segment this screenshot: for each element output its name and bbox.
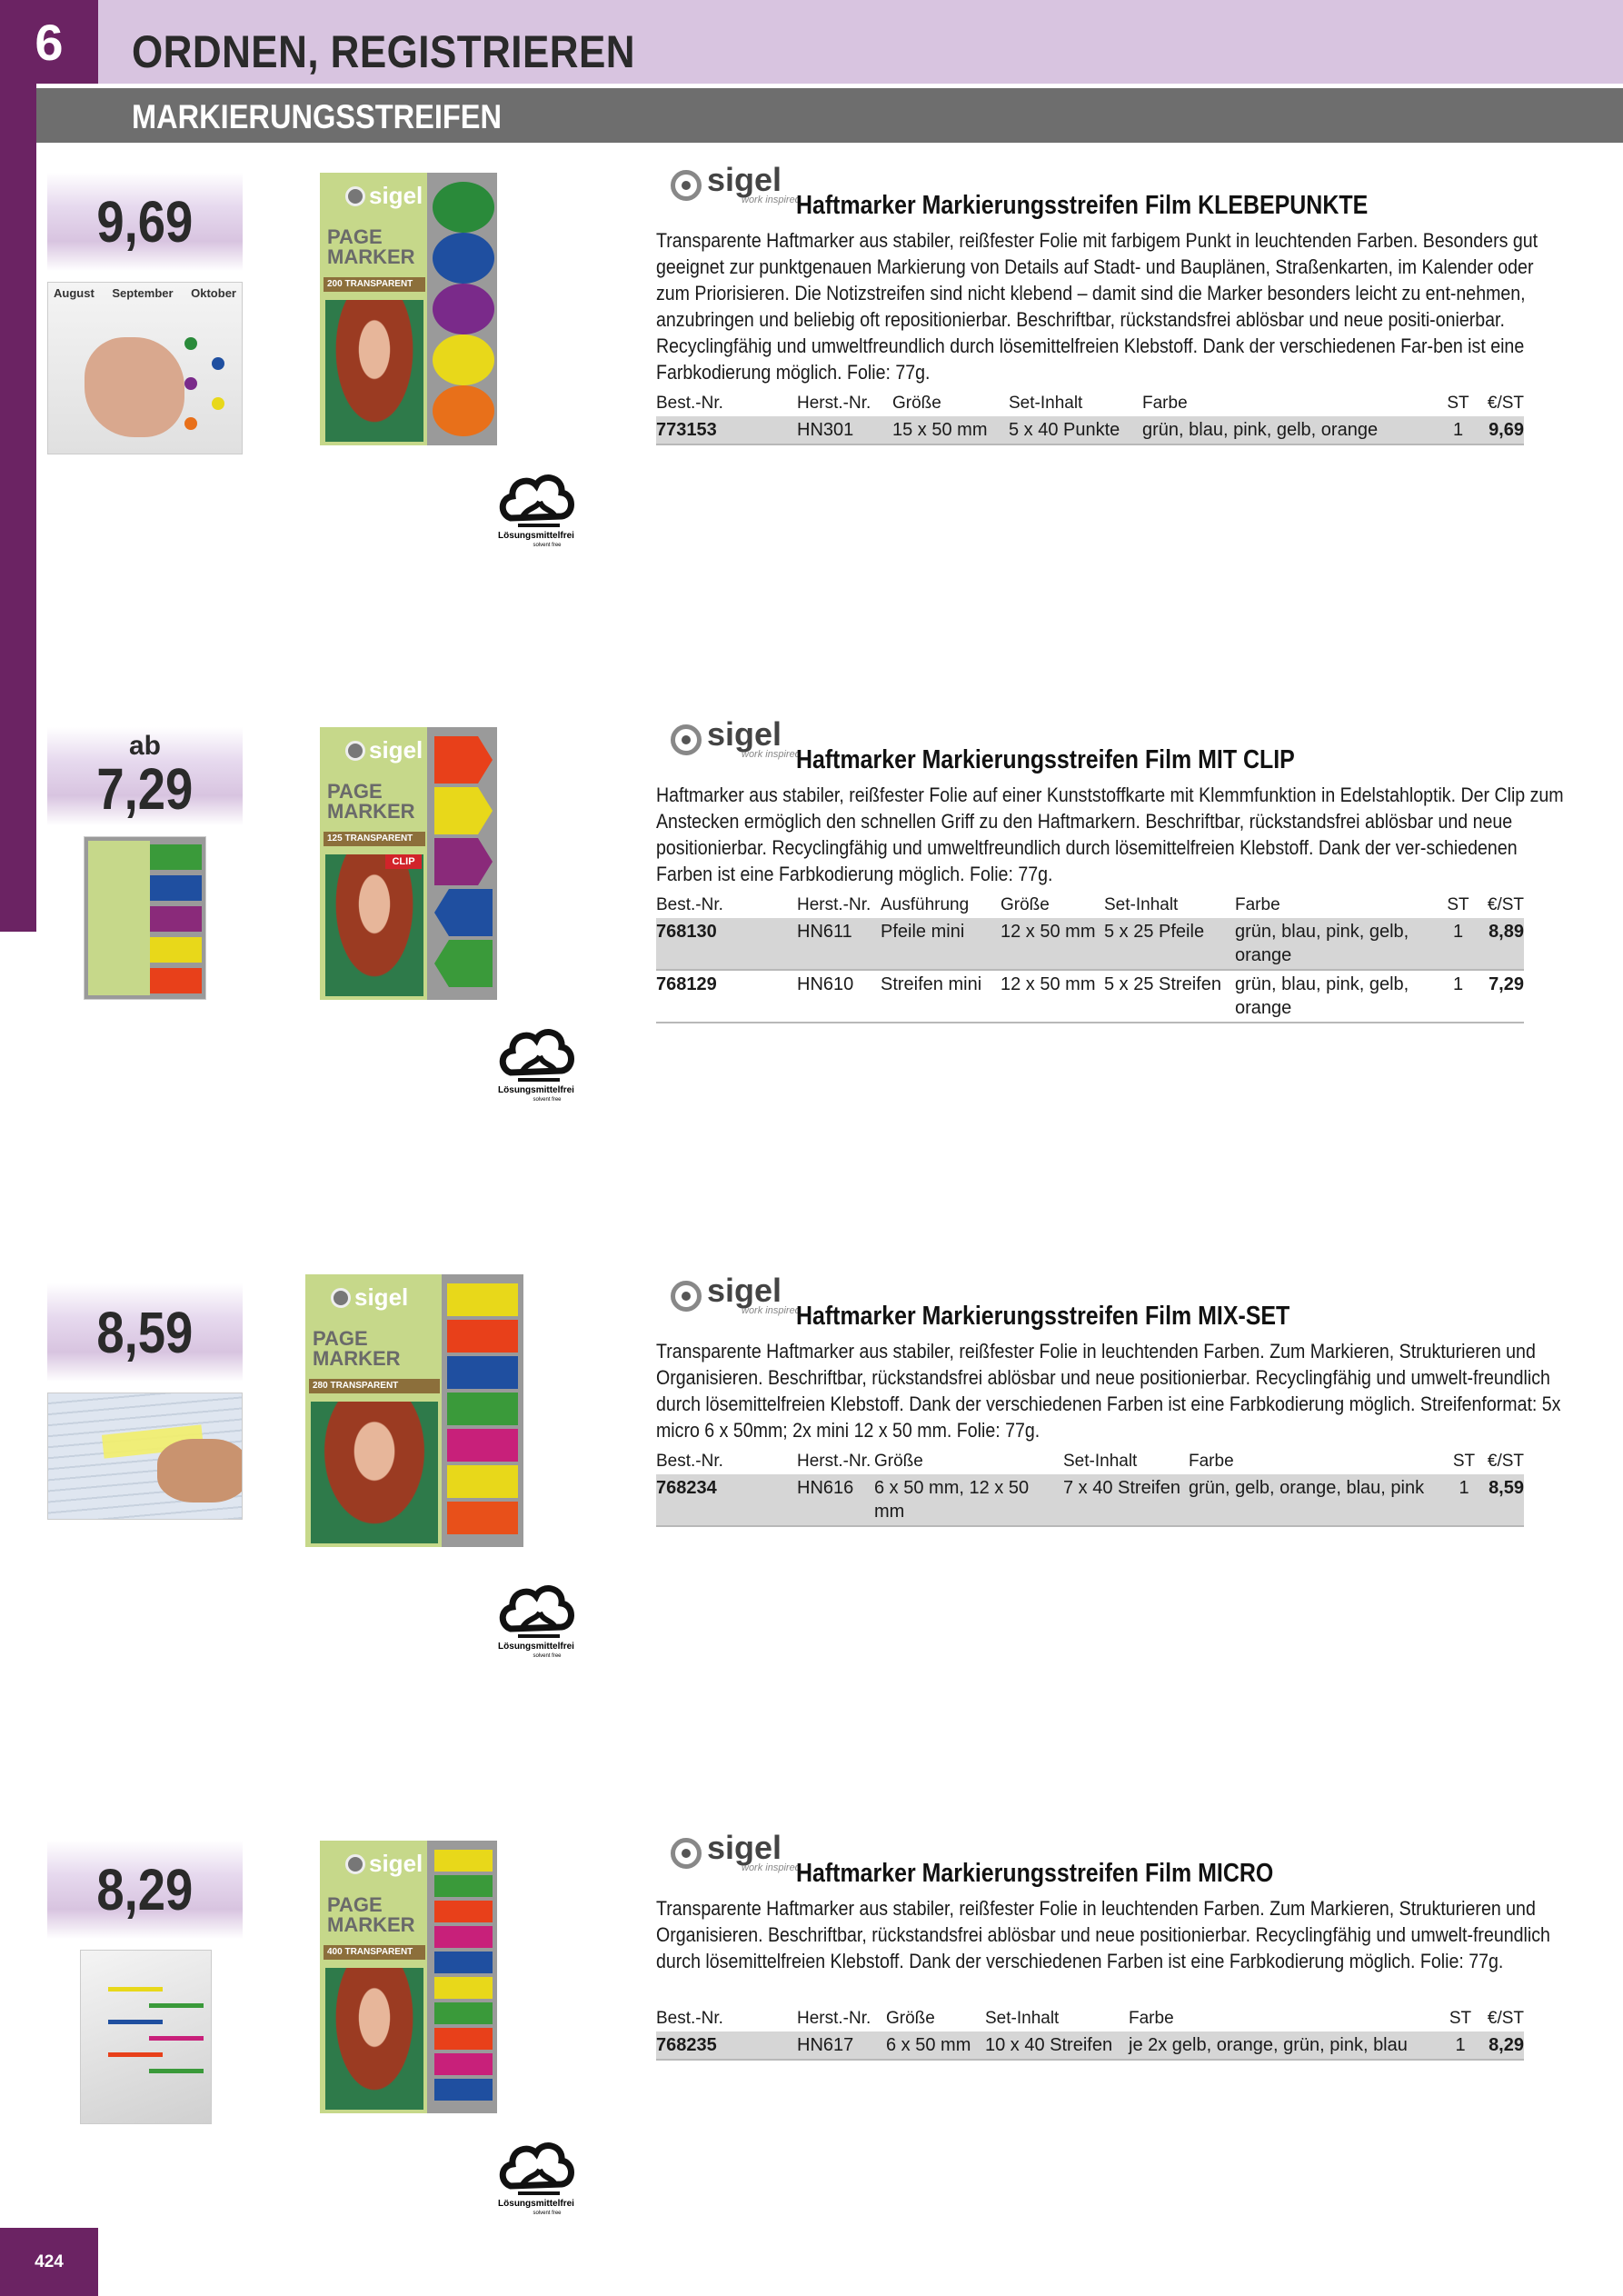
svg-text:Lösungsmittelfrei: Lösungsmittelfrei [498,2199,574,2209]
svg-text:Lösungsmittelfrei: Lösungsmittelfrei [498,531,574,541]
svg-text:solvent free: solvent free [533,1097,562,1103]
svg-text:solvent free: solvent free [533,1653,562,1659]
marker-tab [434,1850,493,1872]
table-cell: 12 x 50 mm [1001,970,1104,1023]
micro-strip [149,2003,204,2008]
product-description [656,782,1564,887]
table-header: ST [1452,1452,1476,1471]
table-header: Größe [892,394,941,413]
micro-strip [108,2020,163,2024]
price-tag [47,1841,243,1939]
product-description-text: Haftmarker aus stabiler, reißfester Folie auf einer Kunststoffkarte mit Klemmfunktion in Edelstahloptik. Der Clip zum Anstecken ermöglich den schnellen Griff zu den Haftmarkern. Beschriftbar, rückstandsfrei ablösbar und neue positionierbar. Recyclingfähig und umweltfreundlich durch lösemittelfreien Klebstoff. Dank der ver-schiedenen Farben ist eine Farbkodierung möglich. Folie: 77g. [656,784,1564,885]
marker-tab [434,1952,493,1973]
brand-logo [671,1272,801,1316]
table-cell: grün, blau, pink, gelb, orange [1235,970,1433,1023]
package-count: 400 TRANSPARENT [324,1945,425,1960]
marker-tab [434,1977,493,1999]
table-cell: HN301 [797,416,892,444]
brand-tagline: work inspired [742,1305,801,1316]
brand-wordmark [707,1272,801,1316]
svg-text:Lösungsmittelfrei: Lösungsmittelfrei [498,1085,574,1095]
solvent-free-logo [491,1016,582,1107]
pen-image [157,1439,243,1502]
svg-text:Lösungsmittelfrei: Lösungsmittelfrei [498,1642,574,1652]
package-brand-name: sigel [369,182,423,209]
marker-tab [447,1320,518,1353]
table-row [656,970,1524,1023]
table-cell: 773153 [656,416,797,444]
package-count: 125 TRANSPARENT [324,832,425,846]
calendar-month: September [112,286,174,300]
table-cell: je 2x gelb, orange, grün, pink, blau [1129,2031,1438,2060]
mini-tab [149,844,202,870]
solvent-free-icon [491,1016,582,1107]
table-cell: 1 [1433,918,1483,970]
sticker-dot [212,357,224,370]
table-cell: Pfeile mini [881,918,1001,970]
table-header: €/ST [1487,2009,1524,2028]
table-cell: grün, blau, pink, gelb, orange [1142,416,1433,444]
hand-image [85,337,184,437]
product-description [656,1338,1561,1443]
price-value: 8,59 [96,1300,194,1365]
marker-tab [433,284,494,334]
brand-wordmark [707,1829,801,1873]
brand-ring-icon [331,1288,351,1308]
usage-photo [84,836,206,1000]
brand-logo [671,715,801,760]
sticker-dot [184,417,197,430]
product-package [305,1274,523,1547]
brand-ring-icon [671,1281,702,1312]
table-cell: 7 x 40 Streifen [1063,1474,1189,1526]
price-value: 7,29 [96,756,194,822]
section-title: MARKIERUNGSSTREIFEN [132,98,503,135]
clip-badge: CLIP [385,854,422,869]
package-brand-logo [345,1850,423,1878]
product-spec-table [656,391,1524,445]
mini-tab [149,906,202,932]
table-header: Farbe [1235,895,1280,914]
table-cell: 1 [1438,2031,1483,2060]
marker-tab [434,838,493,885]
page-title: ORDNEN, REGISTRIEREN [132,26,635,77]
table-header: Best.-Nr. [656,394,723,413]
marker-tab [433,233,494,284]
svg-text:solvent free: solvent free [533,543,562,548]
product-package [320,173,497,445]
chapter-side-bar [0,84,36,932]
brand-ring-icon [671,1838,702,1869]
table-header: Set-Inhalt [1009,394,1083,413]
table-header: Best.-Nr. [656,2009,723,2028]
package-label: PAGE MARKER [313,1327,401,1370]
marker-tab [434,1901,493,1922]
sticker-dot [184,377,197,390]
usage-photo [47,282,243,454]
table-header: Herst.-Nr. [797,394,871,413]
table-header: ST [1449,2009,1472,2028]
price-value: 8,29 [96,1857,194,1922]
marker-tab [434,2028,493,2050]
marker-tab [433,334,494,385]
table-cell: 8,89 [1483,918,1524,970]
package-brand-logo [331,1283,408,1312]
solvent-free-icon [491,2130,582,2221]
table-header: Best.-Nr. [656,895,723,914]
package-label: PAGE MARKER [327,780,415,823]
marker-tab [434,2079,493,2101]
package-brand-name: sigel [369,736,423,764]
marker-tab [447,1465,518,1498]
brand-logo [671,161,801,205]
table-header: Set-Inhalt [1063,1452,1138,1471]
table-cell: 6 x 50 mm [886,2031,985,2060]
brand-name: sigel [707,1829,782,1866]
brand-wordmark [707,161,801,205]
mini-tab [149,968,202,993]
package-brand-name: sigel [369,1850,423,1877]
mini-tab [149,875,202,901]
table-cell: 10 x 40 Streifen [985,2031,1129,2060]
calendar-header [48,283,242,304]
brand-name: sigel [707,1272,782,1309]
calendar-month: August [54,286,95,300]
micro-strip [108,2052,163,2057]
svg-text:solvent free: solvent free [533,2211,562,2216]
package-photo [325,300,423,442]
brand-name: sigel [707,161,782,198]
usage-photo [80,1950,212,2124]
brand-ring-icon [345,741,365,761]
table-cell: 7,29 [1483,970,1524,1023]
table-cell: HN610 [797,970,881,1023]
table-header: Farbe [1129,2009,1174,2028]
table-cell: HN617 [797,2031,886,2060]
table-cell: 1 [1433,416,1483,444]
marker-tab [434,1926,493,1948]
price-tag [47,1283,243,1382]
page-number: 424 [0,2228,98,2296]
table-cell: 15 x 50 mm [892,416,1009,444]
package-label: PAGE MARKER [327,225,415,268]
table-header: Farbe [1142,394,1188,413]
table-header: ST [1447,895,1469,914]
product-description-text: Transparente Haftmarker aus stabiler, reißfester Folie in leuchtenden Farben. Zum Markieren, Strukturieren und Organisieren. Beschriftbar, rückstandsfrei ablösbar und neue positionierbar. Recyclingfähig und umwelt-freundlich durch lösemittelfreien Klebstoff. Dank der verschiedenen Farben ist eine Farbkodierung möglich. Folie: 77g. [656,1897,1550,1972]
table-header: Größe [1001,895,1050,914]
marker-tab [447,1356,518,1389]
package-brand-logo [345,736,423,764]
product-spec-table [656,2006,1524,2061]
table-header: Herst.-Nr. [797,1452,871,1471]
package-count: 200 TRANSPARENT [324,277,425,292]
brand-tagline: work inspired [742,1862,801,1873]
table-row [656,2031,1524,2060]
mini-card [88,841,150,995]
marker-tab [447,1429,518,1462]
brand-ring-icon [345,186,365,206]
table-cell: 8,29 [1483,2031,1524,2060]
product-title: Haftmarker Markierungsstreifen Film MIT CLIP [796,745,1295,774]
sticker-dot [212,397,224,410]
mini-tab [149,937,202,963]
price-prefix: ab [128,731,161,761]
table-cell: 5 x 25 Pfeile [1104,918,1235,970]
product-spec-table [656,1449,1524,1527]
sticker-dot [184,337,197,350]
brand-wordmark [707,715,801,760]
table-cell: 768235 [656,2031,797,2060]
table-cell: 768234 [656,1474,797,1526]
table-header: Herst.-Nr. [797,2009,871,2028]
product-description [656,227,1538,385]
table-header: Set-Inhalt [985,2009,1060,2028]
product-description [656,1895,1550,1974]
table-header: ST [1447,394,1469,413]
table-cell: 1 [1445,1474,1483,1526]
solvent-free-icon [491,462,582,553]
package-photo [325,854,423,996]
chapter-number: 6 [0,0,98,84]
table-header: Best.-Nr. [656,1452,723,1471]
marker-tab [447,1502,518,1534]
price-value: 9,69 [96,189,194,255]
table-cell: grün, gelb, orange, blau, pink [1189,1474,1445,1526]
table-header: Herst.-Nr. [797,895,871,914]
table-cell: 6 x 50 mm, 12 x 50 mm [874,1474,1063,1526]
table-cell: HN611 [797,918,881,970]
product-title: Haftmarker Markierungsstreifen Film KLEBEPUNKTE [796,191,1369,220]
table-header: Ausführung [881,895,970,914]
solvent-free-logo [491,462,582,553]
table-header: Größe [886,2009,935,2028]
table-header: Größe [874,1452,923,1471]
table-header: €/ST [1487,1452,1524,1471]
brand-ring-icon [671,724,702,755]
usage-photo [47,1393,243,1520]
solvent-free-logo [491,1572,582,1663]
package-label: PAGE MARKER [327,1893,415,1936]
table-cell: 768130 [656,918,797,970]
price-tag [47,727,243,825]
table-cell: 12 x 50 mm [1001,918,1104,970]
package-brand-name: sigel [354,1283,409,1311]
brand-tagline: work inspired [742,195,801,205]
table-cell: grün, blau, pink, gelb, orange [1235,918,1433,970]
brand-ring-icon [671,170,702,201]
marker-tab [434,889,493,936]
table-row [656,1474,1524,1526]
table-cell: Streifen mini [881,970,1001,1023]
table-cell: HN616 [797,1474,874,1526]
package-brand-logo [345,182,423,210]
micro-strip [149,2036,204,2041]
table-header: Set-Inhalt [1104,895,1179,914]
product-title: Haftmarker Markierungsstreifen Film MIX-SET [796,1302,1290,1331]
marker-tab [433,182,494,233]
table-cell: 8,59 [1483,1474,1524,1526]
package-photo [311,1402,438,1543]
package-count: 280 TRANSPARENT [309,1379,440,1393]
calendar-month: Oktober [191,286,236,300]
table-row [656,416,1524,444]
table-cell: 5 x 25 Streifen [1104,970,1235,1023]
marker-tab [434,2002,493,2024]
marker-tab [434,736,493,784]
product-package [320,1841,497,2113]
brand-tagline: work inspired [742,749,801,760]
product-description-text: Transparente Haftmarker aus stabiler, reißfester Folie mit farbigem Punkt in leuchtenden Farben. Besonders gut geeignet zur punktgenauen Markierung von Details auf Stadt- und Bauplänen, Straßenkarten, im Kalender oder zum Priorisieren. Die Notizstreifen sind nicht klebend – damit sind die Marker besonders leicht zu ent-nehmen, anzubringen und beliebig oft repositionierbar. Beschriftbar, rückstandsfrei ablösbar und neue positi-onierbar. Recyclingfähig und umweltfreundlich durch lösemittelfreien Klebstoff. Dank der verschiedenen Far-ben ist eine Farbkodierung möglich. Folie: 77g. [656,229,1538,384]
table-cell: 768129 [656,970,797,1023]
package-photo [325,1968,423,2110]
micro-strip [108,1987,163,1992]
solvent-free-logo [491,2130,582,2221]
marker-tab [434,940,493,987]
table-header: €/ST [1487,895,1524,914]
table-cell: 9,69 [1483,416,1524,444]
marker-tab [447,1393,518,1425]
product-package [320,727,497,1000]
product-spec-table [656,893,1524,1023]
brand-ring-icon [345,1854,365,1874]
table-header: Farbe [1189,1452,1234,1471]
marker-tab [447,1283,518,1316]
micro-strip [149,2069,204,2073]
marker-tab [434,787,493,834]
product-title: Haftmarker Markierungsstreifen Film MICRO [796,1859,1274,1888]
marker-tab [434,2053,493,2075]
brand-logo [671,1829,801,1873]
table-cell: 5 x 40 Punkte [1009,416,1142,444]
product-description-text: Transparente Haftmarker aus stabiler, reißfester Folie in leuchtenden Farben. Zum Markieren, Strukturieren und Organisieren. Beschriftbar, rückstandsfrei ablösbar und neue positionierbar. Recyclingfähig und umwelt-freundlich durch lösemittelfreien Klebstoff. Dank der verschiedenen Farben ist eine Farbkodierung möglich. Streifenformat: 5x micro 6 x 50mm; 2x mini 12 x 50 mm. Folie: 77g. [656,1340,1561,1442]
table-header: €/ST [1487,394,1524,413]
marker-tab [433,385,494,436]
solvent-free-icon [491,1572,582,1663]
marker-tab [434,1875,493,1897]
table-row [656,918,1524,970]
table-cell: 1 [1433,970,1483,1023]
price-tag [47,173,243,271]
brand-name: sigel [707,715,782,753]
